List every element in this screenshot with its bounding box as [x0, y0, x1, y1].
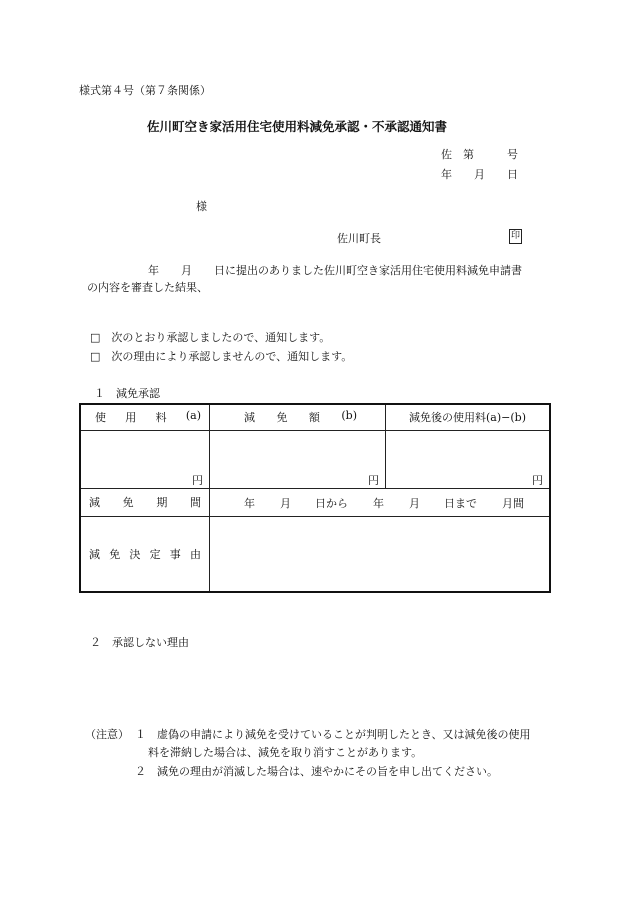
period-year: 年	[244, 497, 255, 510]
label-char: 減	[89, 547, 100, 561]
note-2: ２ 減免の理由が消滅した場合は、速やかにその旨を申し出てください。	[135, 765, 498, 778]
table-reason-row	[80, 516, 550, 592]
body-text-line-2: の内容を審査した結果、	[87, 281, 208, 294]
reason-value	[210, 516, 551, 592]
period-from: 日から	[315, 497, 348, 510]
table-header-row	[80, 404, 550, 430]
approval-table	[79, 403, 551, 593]
option-reject: □ 次の理由により承認しませんので、通知します。	[90, 350, 353, 363]
addressee-suffix: 様	[196, 200, 207, 213]
notes-label: （注意）	[85, 728, 129, 741]
yen-unit: 円	[368, 473, 379, 487]
header-reduction-amount	[210, 404, 386, 430]
header-char: (b)	[341, 409, 357, 423]
table-amount-row	[80, 430, 550, 488]
after-reduction-cell	[386, 430, 551, 488]
section-approval-heading: １ 減免承認	[94, 387, 160, 400]
usage-fee-cell	[80, 430, 210, 488]
label-char: 免	[109, 547, 121, 561]
yen-unit: 円	[532, 473, 543, 487]
period-month: 月	[409, 497, 420, 510]
header-char: 額	[308, 411, 320, 425]
period-label	[80, 488, 210, 516]
form-number: 様式第４号（第７条関係）	[79, 84, 211, 97]
header-char: 用	[125, 411, 137, 425]
note-1-line-2: 料を滞納した場合は、減免を取り消すことがあります。	[148, 746, 423, 759]
yen-unit: 円	[192, 473, 203, 487]
document-number: 佐 第 号	[441, 148, 518, 161]
issue-date: 年 月 日	[441, 168, 518, 181]
note-1-line-1: １ 虚偽の申請により減免を受けていることが判明したとき、又は減免後の使用	[135, 728, 531, 741]
header-usage-fee	[80, 404, 210, 430]
label-char: 期	[156, 496, 168, 509]
period-value	[210, 488, 551, 516]
label-char: 減	[89, 496, 100, 509]
header-char: 料	[155, 411, 167, 425]
period-month: 月	[280, 497, 291, 510]
issuer-name: 佐川町長	[337, 232, 381, 245]
document-title: 佐川町空き家活用住宅使用料減免承認・不承認通知書	[147, 119, 448, 134]
reason-label	[80, 516, 210, 592]
table-period-row	[80, 488, 550, 516]
header-char: 使	[95, 411, 106, 425]
section-rejection-heading: ２ 承認しない理由	[90, 636, 189, 649]
period-until: 日まで	[444, 497, 477, 510]
header-char: 免	[276, 411, 288, 425]
reduction-amount-cell	[210, 430, 386, 488]
label-char: 免	[122, 496, 134, 509]
option-approve: □ 次のとおり承認しましたので、通知します。	[90, 331, 331, 344]
label-char: 間	[189, 496, 201, 509]
seal-mark: 印	[509, 229, 522, 244]
label-char: 由	[189, 547, 201, 561]
label-char: 事	[169, 547, 181, 561]
header-char: 減	[244, 411, 255, 425]
header-after-reduction: 減免後の使用料(a)−(b)	[386, 404, 551, 430]
body-text-line-1: 年 月 日に提出のありました佐川町空き家活用住宅使用料減免申請書	[148, 264, 522, 277]
header-char: (a)	[185, 409, 201, 423]
period-year: 年	[373, 497, 384, 510]
label-char: 定	[149, 547, 161, 561]
period-months: 月間	[502, 497, 524, 510]
label-char: 決	[129, 547, 141, 561]
